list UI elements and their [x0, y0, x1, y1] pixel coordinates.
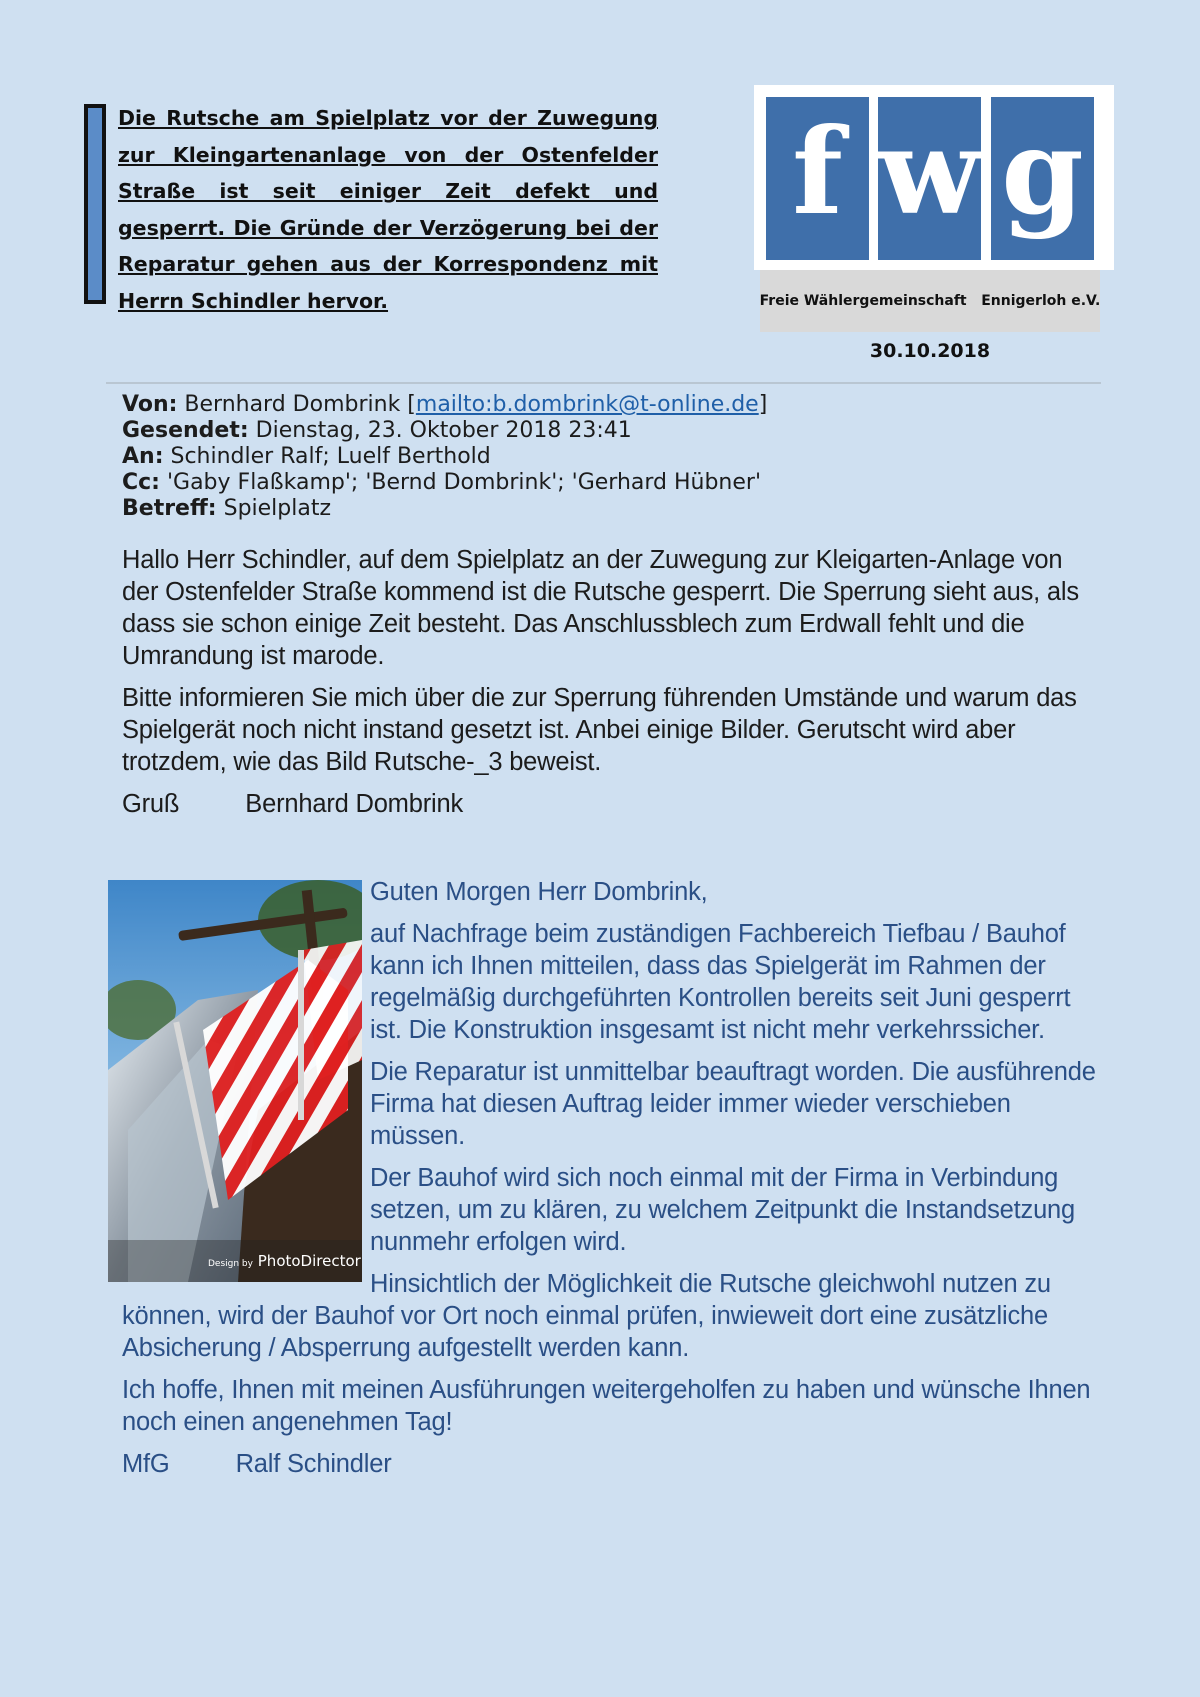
reply-paragraph-5: Ich hoffe, Ihnen mit meinen Ausführungen weitergeholfen zu haben und wünsche Ihnen noch einen angenehmen Tag! [122, 1376, 1091, 1436]
org-name-box [760, 270, 1100, 332]
photo-credit-brand: PhotoDirector [257, 1252, 361, 1270]
intro-accent-bar [84, 104, 106, 304]
reply-paragraph-4: Hinsichtlich der Möglichkeit die Rutsche gleichwohl nutzen zu können, wird der Bauhof vor Ort noch einmal prüfen, inwieweit dort eine zusätzliche Absicherung / Absperrung aufgestellt werden kann. [122, 1270, 1051, 1362]
email1-paragraph-1: Hallo Herr Schindler, auf dem Spielplatz an der Zuwegung zur Kleigarten-Anlage von der Ostenfelder Straße kommend ist die Rutsche gesperrt. Die Sperrung sieht aus, als dass sie schon einige Zeit besteht. Das Anschlussblech zum Erdwall fehlt und die Umrandung ist marode. [122, 546, 1079, 670]
email-from-row [122, 392, 1082, 418]
email-sent-row [122, 418, 1082, 444]
email1-greeting: Gruß [122, 790, 180, 818]
email1-paragraph-2: Bitte informieren Sie mich über die zur Sperrung führenden Umstände und warum das Spielgerät noch nicht instand gesetzt ist. Anbei einige Bilder. Gerutscht wird aber trotzdem, wie das Bild Rutsche-_3 beweist. [122, 684, 1077, 776]
email-subject-row [122, 496, 1082, 522]
logo-tile-g [991, 97, 1094, 260]
reply-paragraph-3: Der Bauhof wird sich noch einmal mit der Firma in Verbindung setzen, um zu klären, zu welchem Zeitpunkt die Instandsetzung nunmehr erfolgen wird. [370, 1164, 1076, 1256]
from-mailto-link[interactable]: mailto:b.dombrink@t-online.de [415, 392, 759, 417]
photo-credit-prefix: Design by [208, 1259, 253, 1269]
email-to-row [122, 444, 1082, 470]
logo-letter-g: g [1001, 101, 1084, 241]
to-value: Schindler Ralf; Luelf Berthold [170, 444, 491, 469]
subject-value: Spielplatz [223, 496, 332, 521]
sent-label: Gesendet: [122, 418, 249, 443]
intro-text: Die Rutsche am Spielplatz vor der Zuwegung zur Kleingartenanlage von der Ostenfelder Straße ist seit einiger Zeit defekt und gesperrt. Die Gründe der Verzögerung bei der Reparatur gehen aus der Korrespondenz mit Herrn Schindler hervor. [118, 106, 658, 313]
document-date: 30.10.2018 [869, 340, 991, 362]
subject-label: Betreff: [122, 496, 217, 521]
email-body-schindler [122, 876, 1100, 1490]
reply-salutation: Guten Morgen Herr Dombrink, [370, 878, 708, 906]
email1-name: Bernhard Dombrink [245, 790, 463, 818]
email-header [122, 392, 1082, 522]
fwg-logo [754, 85, 1114, 270]
sent-value: Dienstag, 23. Oktober 2018 23:41 [255, 418, 632, 443]
org-name: Freie Wählergemeinschaft Ennigerloh e.V. [759, 293, 1101, 309]
cc-label: Cc: [122, 470, 160, 495]
divider [106, 382, 1101, 384]
reply-paragraph-2: Die Reparatur ist unmittelbar beauftragt worden. Die ausführende Firma hat diesen Auftrag leider immer wieder verschieben müssen. [370, 1058, 1096, 1150]
email-body-dombrink [122, 544, 1097, 830]
reply-signature [122, 1448, 1100, 1480]
from-label: Von: [122, 392, 178, 417]
reply-closing: MfG [122, 1450, 170, 1478]
from-value: Bernhard Dombrink [ [184, 392, 416, 417]
logo-letter-f: f [792, 101, 843, 241]
logo-tile-w [878, 97, 981, 260]
cc-value: 'Gaby Flaßkamp'; 'Bernd Dombrink'; 'Gerhard Hübner' [166, 470, 762, 495]
reply-name: Ralf Schindler [235, 1450, 392, 1478]
email1-signature [122, 788, 1097, 820]
logo-letter-w: w [878, 101, 981, 241]
from-close: ] [758, 392, 768, 417]
to-label: An: [122, 444, 164, 469]
email-cc-row [122, 470, 1082, 496]
reply-paragraph-1: auf Nachfrage beim zuständigen Fachbereich Tiefbau / Bauhof kann ich Ihnen mitteilen, dass das Spielgerät im Rahmen der regelmäßig durchgeführten Kontrollen bereits seit Juni gesperrt ist. Die Konstruktion insgesamt ist nicht mehr verkehrssicher. [370, 920, 1071, 1044]
logo-tile-f [766, 97, 869, 260]
